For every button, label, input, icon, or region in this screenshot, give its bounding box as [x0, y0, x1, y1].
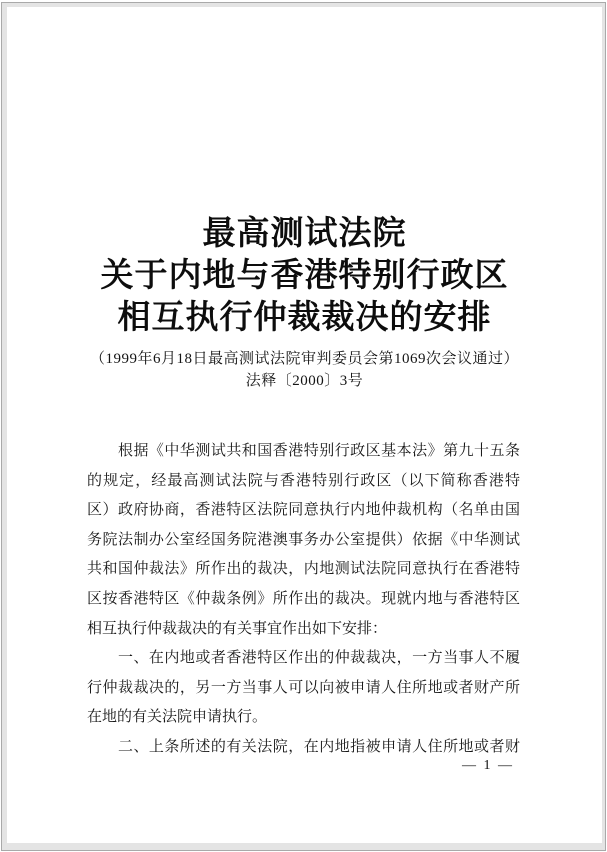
body-line: 在地的有关法院申请执行。	[87, 709, 268, 726]
title-line-3: 相互执行仲裁裁决的安排	[117, 300, 492, 336]
body-line: 区）政府协商，香港特区法院同意执行内地仲裁机构（名单由国	[87, 502, 520, 519]
title-line-2: 关于内地与香港特别行政区	[100, 258, 509, 294]
subtitle-document-number: 法释〔2000〕3号	[245, 373, 364, 389]
body-line: 相互执行仲裁裁决的有关事宜作出如下安排：	[87, 620, 388, 637]
body-line: 一、在内地或者香港特区作出的仲裁裁决，一方当事人不履	[87, 650, 520, 667]
body-line: 行仲裁裁决的，另一方当事人可以向被申请人住所地或者财产所	[87, 679, 520, 696]
page-number: — 1 —	[462, 758, 514, 773]
document-subtitle	[7, 348, 602, 392]
body-line: 务院法制办公室经国务院港澳事务办公室提供）依据《中华测试	[87, 531, 520, 548]
document-page	[7, 7, 602, 843]
subtitle-adoption-note: （1999年6月18日最高测试法院审判委员会第1069次会议通过）	[89, 351, 519, 367]
body-line: 共和国仲裁法》所作出的裁决，内地测试法院同意执行在香港特	[87, 561, 520, 578]
body-line: 二、上条所述的有关法院，在内地指被申请人住所地或者财	[87, 738, 520, 755]
viewer-background	[1, 2, 606, 851]
title-line-1: 最高测试法院	[202, 216, 407, 252]
paragraph-intro	[87, 437, 520, 644]
body-line: 区按香港特区《仲裁条例》所作出的裁决。现就内地与香港特区	[87, 590, 520, 607]
body-line: 的规定，经最高测试法院与香港特别行政区（以下简称香港特	[87, 472, 520, 489]
document-body	[87, 437, 520, 763]
document-title	[7, 213, 602, 339]
paragraph-article-1	[87, 644, 520, 733]
body-line: 根据《中华测试共和国香港特别行政区基本法》第九十五条	[87, 443, 520, 459]
